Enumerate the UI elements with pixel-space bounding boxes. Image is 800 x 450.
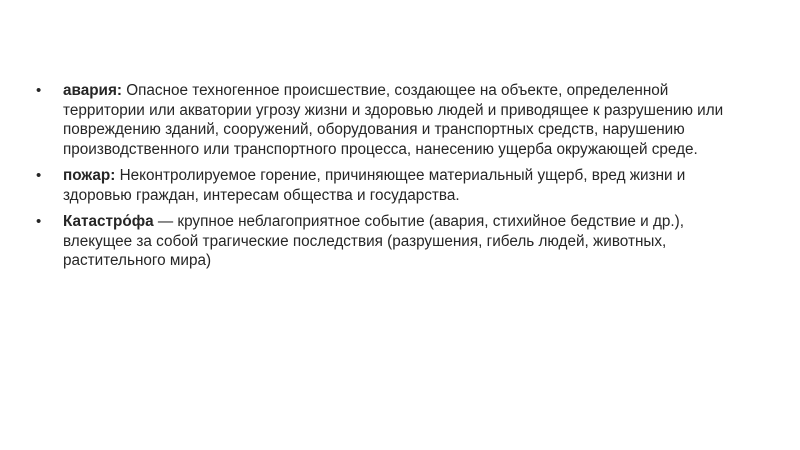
bullet-icon: •	[36, 213, 42, 230]
definition-text: — крупное неблагоприятное событие (авария, стихийное бедствие и др.), влекущее за собой трагические последствия (разрушения, гибель людей, животных, растительного мира)	[63, 213, 684, 269]
definition-term: авария:	[63, 82, 122, 99]
definition-text: Опасное техногенное происшествие, создающее на объекте, определенной территории или акватории угрозу жизни и здоровью людей и приводящее к разрушению или повреждению зданий, сооружений, оборудования и транспортных средств, нарушению производственного или транспортного процесса, нанесению ущерба окружающей среде.	[63, 82, 724, 158]
definition-text: Неконтролируемое горение, причиняющее материальный ущерб, вред жизни и здоровью граждан, интересам общества и государства.	[63, 167, 686, 204]
definition-item-avaria	[36, 81, 736, 159]
bullet-icon: •	[36, 167, 42, 184]
definition-item-pozhar	[36, 166, 736, 205]
definition-item-katastrofa	[36, 212, 736, 271]
definitions-list	[36, 81, 736, 278]
definition-term: пожар:	[63, 167, 116, 184]
bullet-icon: •	[36, 82, 42, 99]
definition-term: Катастро́фа	[63, 213, 154, 230]
